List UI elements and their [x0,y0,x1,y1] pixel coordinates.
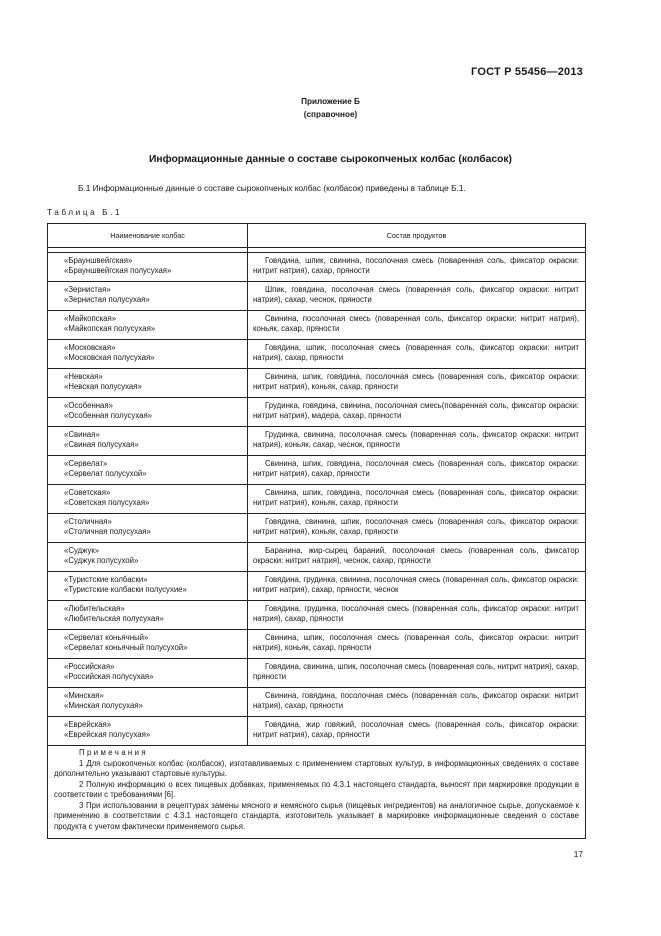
sausage-name-cell [48,659,248,688]
sausage-name: «Зернистая» [64,285,111,294]
sausage-name: «Сервелат полусухой» [64,469,147,479]
sausage-name: «Минская полусухая» [64,701,143,711]
note-item: 2 Полную информацию о всех пищевых добавках, применяемых по 4.3.1 настоящего стандарта, выносят при маркировке продукции в соответствии с требованиями [6]. [54,779,579,799]
composition-cell: Баранина, жир-сырец бараний, посолочная смесь (поваренная соль, фиксатор окраски: нитрит натрия), чеснок, сахар, пряности [248,543,586,572]
sausage-name-cell [48,717,248,746]
composition-cell: Свинина, шпик, говядина, посолочная смесь (поваренная соль, фиксатор окраски: нитрит натрия), коньяк, сахар, пряности [248,369,586,398]
table-label: Таблица Б.1 [47,208,123,217]
page-number: 17 [573,849,583,859]
sausage-name: «Туристские колбаски» [64,575,148,584]
composition-cell: Говядина, грудинка, свинина, посолочная смесь (поваренная соль, фиксатор окраски: нитрит натрия), сахар, пряности, чеснок [248,572,586,601]
note-item: 1 Для сырокопченых колбас (колбасок), изготавливаемых с применением стартовых культур, в информационных сведениях о составе дополнительно указывают стартовые культуры. [54,758,579,778]
composition-cell: Говядина, шпик, посолочная смесь (поваренная соль, фиксатор окраски: нитрит натрия), сахар, пряности [248,340,586,369]
sausage-name: «Российская полусухая» [64,672,154,682]
sausage-name: «Особенная полусухая» [64,411,153,421]
sausage-name: «Суджук полусухой» [64,556,139,566]
composition-cell: Говядина, свинина, шпик, посолочная смесь (поваренная соль, фиксатор окраски: нитрит натрия), коньяк, сахар, пряности [248,514,586,543]
sausage-name-cell [48,427,248,456]
composition-cell: Шпик, говядина, посолочная смесь (поваренная соль, фиксатор окраски: нитрит натрия), сахар, чеснок, пряности [248,282,586,311]
sausage-name-cell [48,601,248,630]
section-intro: Б.1 Информационные данные о составе сырокопченых колбас (колбасок) приведены в таблице Б.1. [78,183,466,193]
table-row [48,659,586,688]
sausage-name-cell [48,688,248,717]
table-row [48,543,586,572]
table-row [48,340,586,369]
sausage-name-cell [48,572,248,601]
composition-cell: Говядина, шпик, свинина, посолочная смесь (поваренная соль, фиксатор окраски: нитрит натрия), сахар, пряности [248,253,586,282]
notes-row [48,746,586,839]
notes-cell [48,746,586,839]
sausage-name: «Невская» [64,372,103,381]
table-body [48,248,586,746]
sausage-name: «Брауншвейгская полусухая» [64,266,172,276]
composition-cell: Свинина, шпик, говядина, посолочная смесь (поваренная соль, фиксатор окраски: нитрит натрия), коньяк, сахар, пряности [248,485,586,514]
table-row [48,398,586,427]
column-header-name: Наименование колбас [48,224,248,248]
document-header: ГОСТ Р 55456—2013 [471,66,583,78]
table-row [48,369,586,398]
sausage-name: «Сервелат» [64,459,108,468]
sausage-name-cell [48,514,248,543]
sausage-name-cell [48,485,248,514]
table-row [48,427,586,456]
sausage-name: «Сервелат коньячный полусухой» [64,643,188,653]
table-row [48,456,586,485]
sausage-name: «Сервелат коньячный» [64,633,149,642]
section-title: Информационные данные о составе сырокопченых колбас (колбасок) [149,154,512,165]
sausage-name-cell [48,456,248,485]
sausage-name: «Майкопская полусухая» [64,324,156,334]
sausage-name-cell [48,630,248,659]
sausage-name-cell [48,543,248,572]
sausage-name: «Любительская полусухая» [64,614,164,624]
table-row [48,282,586,311]
sausage-name: «Особенная» [64,401,113,410]
sausage-name: «Советская полусухая» [64,498,150,508]
sausage-name: «Еврейская» [64,720,112,729]
appendix-subtitle: (справочное) [303,110,358,119]
composition-table [47,223,586,839]
composition-cell: Свинина, посолочная смесь (поваренная соль, фиксатор окраски: нитрит натрия), коньяк, сахар, пряности [248,311,586,340]
sausage-name: «Советская» [64,488,111,497]
table-row [48,514,586,543]
table-header-row [48,224,586,248]
sausage-name: «Московская» [64,343,116,352]
sausage-name: «Московская полусухая» [64,353,155,363]
sausage-name: «Минская» [64,691,104,700]
sausage-name: «Зернистая полусухая» [64,295,150,305]
sausage-name-cell [48,253,248,282]
composition-cell: Говядина, грудинка, посолочная смесь (поваренная соль, фиксатор окраски: нитрит натрия), сахар, пряности [248,601,586,630]
table-row [48,717,586,746]
sausage-name-cell [48,369,248,398]
sausage-name: «Свиная полусухая» [64,440,139,450]
appendix-heading [0,95,661,121]
composition-cell: Говядина, жир говяжий, посолочная смесь (поваренная соль, фиксатор окраски: нитрит натрия), сахар, пряности [248,717,586,746]
sausage-name: «Столичная полусухая» [64,527,151,537]
table-row [48,601,586,630]
sausage-name-cell [48,398,248,427]
sausage-name: «Туристские колбаски полусухие» [64,585,187,595]
sausage-name: «Столичная» [64,517,112,526]
sausage-name: «Невская полусухая» [64,382,142,392]
sausage-name: «Брауншвейгская» [64,256,133,265]
table-row [48,485,586,514]
composition-cell: Свинина, шпик, говядина, посолочная смесь (поваренная соль, фиксатор окраски: нитрит натрия), сахар, пряности [248,456,586,485]
table-row [48,253,586,282]
sausage-name-cell [48,282,248,311]
appendix-title: Приложение Б [301,97,360,106]
sausage-name: «Суджук» [64,546,100,555]
note-item: 3 При использовании в рецептурах замены мясного и немясного сырья (пищевых ингредиентов) на аналогичное сырье, допускаемое к применению в соответствии с 4.3.1 настоящего стандарта, изготовитель указывает в маркировке информационные сведения о составе продукта с учетом фактически применяемого сырья. [54,800,579,831]
notes-heading: Примечания [79,748,149,757]
sausage-name-cell [48,311,248,340]
composition-cell: Грудинка, говядина, свинина, посолочная смесь(поваренная соль, фиксатор окраски: нитрит натрия), мадера, сахар, пряности [248,398,586,427]
composition-cell: Говядина, свинина, шпик, посолочная смесь (поваренная соль, нитрит натрия), сахар, пряности [248,659,586,688]
table-row [48,688,586,717]
sausage-name: «Свиная» [64,430,100,439]
composition-cell: Свинина, шпик, посолочная смесь (поваренная соль, фиксатор окраски: нитрит натрия), коньяк, сахар, пряности [248,630,586,659]
table-row [48,630,586,659]
sausage-name: «Российская» [64,662,115,671]
column-header-composition: Состав продуктов [248,224,586,248]
table-row [48,311,586,340]
sausage-name: «Майкопская» [64,314,117,323]
composition-cell: Грудинка, свинина, посолочная смесь (поваренная соль, фиксатор окраски: нитрит натрия), коньяк, сахар, чеснок, пряности [248,427,586,456]
table-row [48,572,586,601]
sausage-name-cell [48,340,248,369]
sausage-name: «Еврейская полусухая» [64,730,151,740]
composition-cell: Свинина, говядина, посолочная смесь (поваренная соль, фиксатор окраски: нитрит натрия), сахар, пряности [248,688,586,717]
sausage-name: «Любительская» [64,604,125,613]
